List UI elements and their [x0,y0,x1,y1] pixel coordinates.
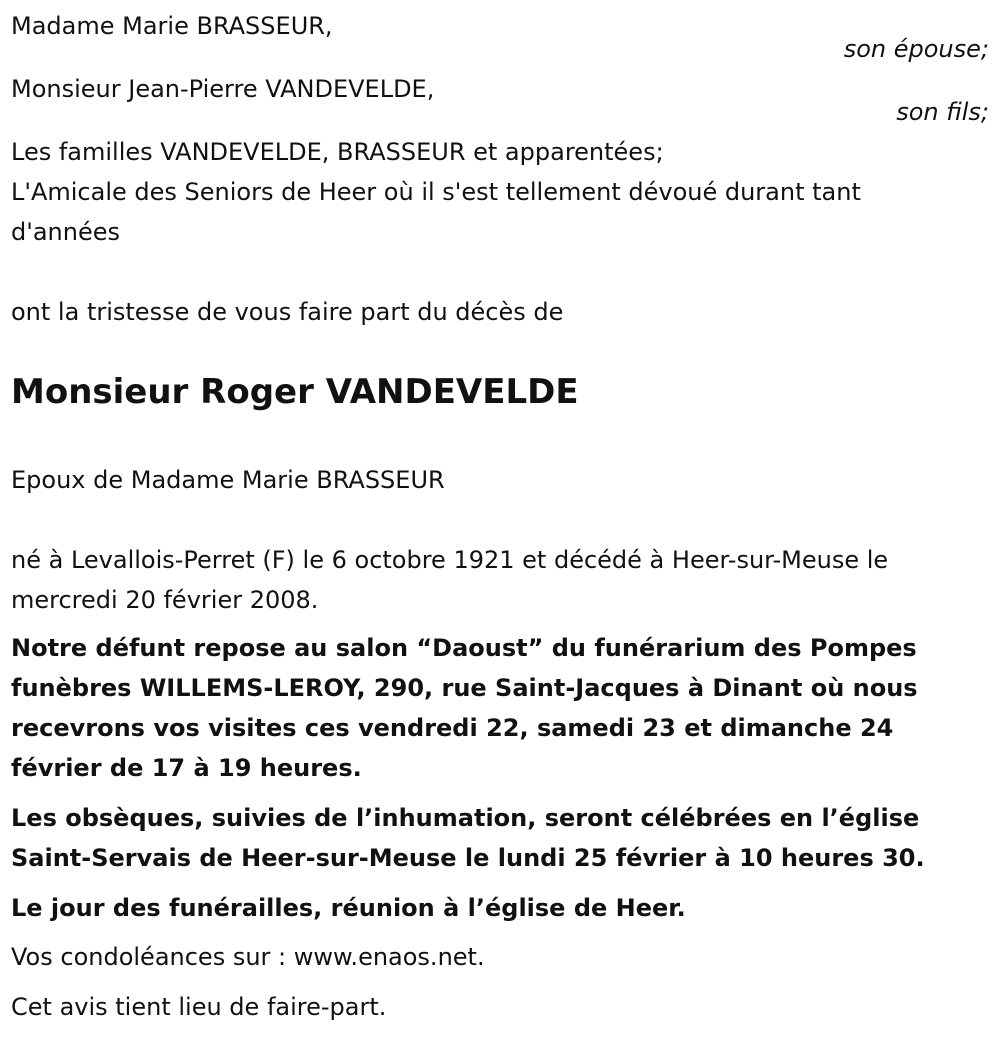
notice-text: Cet avis tient lieu de faire-part. [11,993,387,1021]
meeting-text: Le jour des funérailles, réunion à l’église de Heer. [11,894,686,922]
announcement-text: ont la tristesse de vous faire part du décès de [11,298,564,326]
spouse-name: Madame Marie BRASSEUR, [11,12,333,40]
visitation-text: Notre défunt repose au salon “Daoust” du funérarium des Pompes funèbres WILLEMS-LEROY, 290, rue Saint-Jacques à Dinant où nous recevrons vos visites ces vendredi 22, samedi 23 et dimanche 24 février de 17 à 19 heures. [11,634,918,782]
son-role: son fils; [896,98,989,126]
deceased-dates: né à Levallois-Perret (F) le 6 octobre 1921 et décédé à Heer-sur-Meuse le mercredi 20 février 2008. [11,546,889,614]
families-line: Les familles VANDEVELDE, BRASSEUR et apparentées; [11,138,664,166]
condolences-text: Vos condoléances sur : www.enaos.net. [11,943,485,971]
funeral-text: Les obsèques, suivies de l’inhumation, seront célébrées en l’église Saint-Servais de Heer-sur-Meuse le lundi 25 février à 10 heures 30. [11,804,925,872]
spouse-role: son épouse; [843,35,989,63]
deceased-relation: Epoux de Madame Marie BRASSEUR [11,466,445,494]
deceased-name: Monsieur Roger VANDEVELDE [11,372,579,412]
association-line: L'Amicale des Seniors de Heer où il s'est tellement dévoué durant tant d'années [11,178,861,246]
son-name: Monsieur Jean-Pierre VANDEVELDE, [11,75,435,103]
